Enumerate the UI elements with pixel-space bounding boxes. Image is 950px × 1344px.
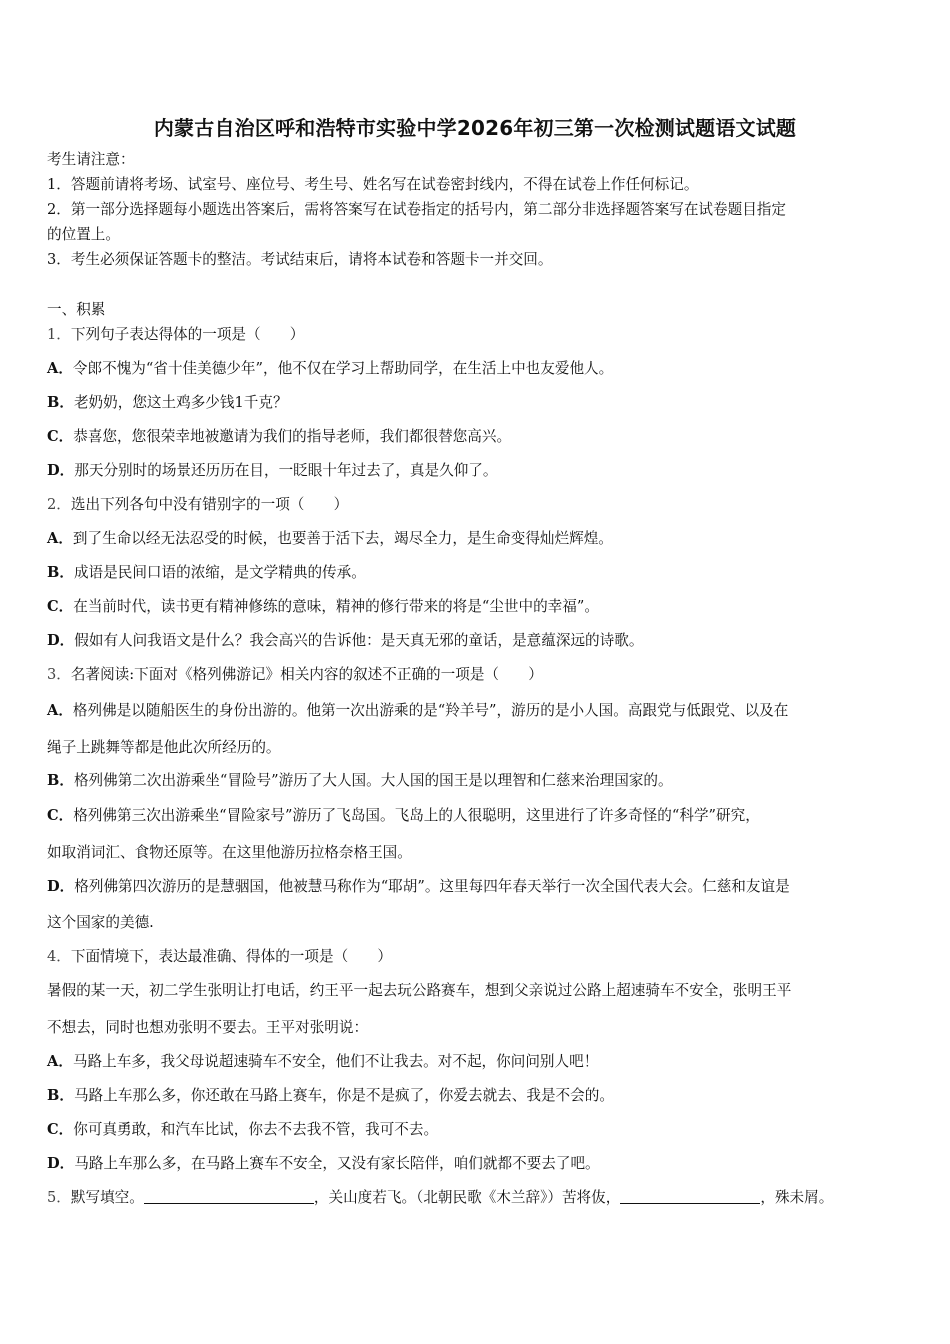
question-5 xyxy=(47,1189,907,1207)
question-2-stem xyxy=(47,496,907,514)
section-heading: 一、积累 xyxy=(47,301,106,318)
notice-item: 1．答题前请将考场、试室号、座位号、考生号、姓名写在试卷密封线内，不得在试卷上作任何标记。 xyxy=(47,176,699,193)
question-number: 1． xyxy=(47,326,71,343)
question-1-stem xyxy=(47,326,907,344)
option-label: D． xyxy=(47,1155,75,1172)
option-label: B． xyxy=(47,1087,74,1104)
option-d-continued: 这个国家的美德. xyxy=(47,914,154,931)
option-text: 恭喜您，您很荣幸地被邀请为我们的指导老师，我们都很替您高兴。 xyxy=(73,428,512,445)
option-text: 到了生命以经无法忍受的时候，也要善于活下去，竭尽全力，是生命变得灿烂辉煌。 xyxy=(72,530,613,547)
option-label: A． xyxy=(47,360,73,377)
option-label: C． xyxy=(47,428,74,445)
option-a-continued: 绳子上跳舞等都是他此次所经历的。 xyxy=(47,739,281,756)
question-number: 3． xyxy=(47,666,71,683)
option-c xyxy=(47,807,907,825)
option-d xyxy=(47,1155,907,1173)
option-c-continued: 如取消词汇、食物还原等。在这里他游历拉格奈格王国。 xyxy=(47,844,412,861)
notice-heading: 考生请注意： xyxy=(47,151,135,168)
question-context-continued: 不想去，同时也想劝张明不要去。王平对张明说： xyxy=(47,1019,369,1036)
fill-blank[interactable] xyxy=(620,1189,760,1204)
question-text: 下面情境下，表达最准确、得体的一项是（ ） xyxy=(70,948,392,965)
question-text: 名著阅读:下面对《格列佛游记》相关内容的叙述不正确的一项是（ ） xyxy=(70,666,543,683)
option-d xyxy=(47,632,907,650)
option-text: 那天分别时的场景还历历在目，一眨眼十年过去了，真是久仰了。 xyxy=(74,462,498,479)
option-text: 格列佛是以随船医生的身份出游的。他第一次出游乘的是“羚羊号”，游历的是小人国。高跟党与低跟党、以及在 xyxy=(72,702,789,719)
option-label: D． xyxy=(47,632,75,649)
option-c xyxy=(47,1121,907,1139)
page-title: 内蒙古自治区呼和浩特市实验中学2026年初三第一次检测试题语文试题 xyxy=(153,116,797,140)
option-text: 马路上车多，我父母说超速骑车不安全，他们不让我去。对不起，你问问别人吧！ xyxy=(72,1053,599,1070)
question-number: 4． xyxy=(47,948,71,965)
option-label: A． xyxy=(47,1053,73,1070)
option-a xyxy=(47,702,907,720)
option-text: 在当前时代，读书更有精神修练的意味，精神的修行带来的将是“尘世中的幸福”。 xyxy=(73,598,599,615)
option-b xyxy=(47,1087,907,1105)
question-text: 下列句子表达得体的一项是（ ） xyxy=(70,326,305,343)
question-number: 2． xyxy=(47,496,71,513)
option-label: A． xyxy=(47,530,73,547)
question-3-stem xyxy=(47,666,907,684)
question-4-stem xyxy=(47,948,907,966)
question-text: ，殊未屑。 xyxy=(760,1189,834,1206)
option-b xyxy=(47,564,907,582)
option-text: 格列佛第二次出游乘坐“冒险号”游历了大人国。大人国的国王是以理智和仁慈来治理国家的。 xyxy=(73,772,673,789)
option-a xyxy=(47,1053,907,1071)
notice-item: 的位置上。 xyxy=(47,226,120,243)
option-d xyxy=(47,878,907,896)
option-d xyxy=(47,462,907,480)
option-label: C． xyxy=(47,1121,74,1138)
option-text: 假如有人问我语文是什么？我会高兴的告诉他：是天真无邪的童话，是意蕴深远的诗歌。 xyxy=(74,632,644,649)
notice-item: 2．第一部分选择题每小题选出答案后，需将答案写在试卷指定的括号内，第二部分非选择题答案写在试卷题目指定 xyxy=(47,201,786,218)
option-label: B． xyxy=(47,394,74,411)
option-a xyxy=(47,360,907,378)
option-text: 格列佛第四次游历的是慧骃国，他被慧马称作为“耶胡”。这里每四年春天举行一次全国代表大会。仁慈和友谊是 xyxy=(74,878,790,895)
option-c xyxy=(47,598,907,616)
question-context: 暑假的某一天，初二学生张明让打电话，约王平一起去玩公路赛车，想到父亲说过公路上超速骑车不安全，张明王平 xyxy=(47,982,792,999)
option-label: D． xyxy=(47,462,75,479)
notice-item: 3．考生必须保证答题卡的整洁。考试结束后，请将本试卷和答题卡一并交回。 xyxy=(47,251,553,268)
fill-blank[interactable] xyxy=(144,1189,314,1204)
option-a xyxy=(47,530,907,548)
option-text: 格列佛第三次出游乘坐“冒险家号”游历了飞岛国。飞岛上的人很聪明，这里进行了许多奇怪的“科学”研究， xyxy=(73,807,760,824)
option-c xyxy=(47,428,907,446)
option-text: 老奶奶，您这土鸡多少钱1千克？ xyxy=(73,394,288,411)
question-number: 5． xyxy=(47,1189,71,1206)
option-label: D． xyxy=(47,878,75,895)
option-b xyxy=(47,772,907,790)
option-text: 你可真勇敢，和汽车比试，你去不去我不管，我可不去。 xyxy=(73,1121,439,1138)
option-label: A． xyxy=(47,702,73,719)
option-label: C． xyxy=(47,598,74,615)
question-text: 选出下列各句中没有错别字的一项（ ） xyxy=(70,496,349,513)
option-label: B． xyxy=(47,564,74,581)
option-b xyxy=(47,394,907,412)
option-text: 成语是民间口语的浓缩，是文学精典的传承。 xyxy=(73,564,366,581)
option-text: 马路上车那么多，在马路上赛车不安全，又没有家长陪伴，咱们就都不要去了吧。 xyxy=(74,1155,600,1172)
question-text: 默写填空。 xyxy=(70,1189,144,1206)
option-label: B． xyxy=(47,772,74,789)
option-text: 马路上车那么多，你还敢在马路上赛车，你是不是疯了，你爱去就去、我是不会的。 xyxy=(73,1087,614,1104)
option-label: C． xyxy=(47,807,74,824)
option-text: 令郎不愧为“省十佳美德少年”，他不仅在学习上帮助同学，在生活上中也友爱他人。 xyxy=(72,360,614,377)
question-text: ，关山度若飞。（北朝民歌《木兰辞》）苦将伖， xyxy=(313,1189,621,1206)
